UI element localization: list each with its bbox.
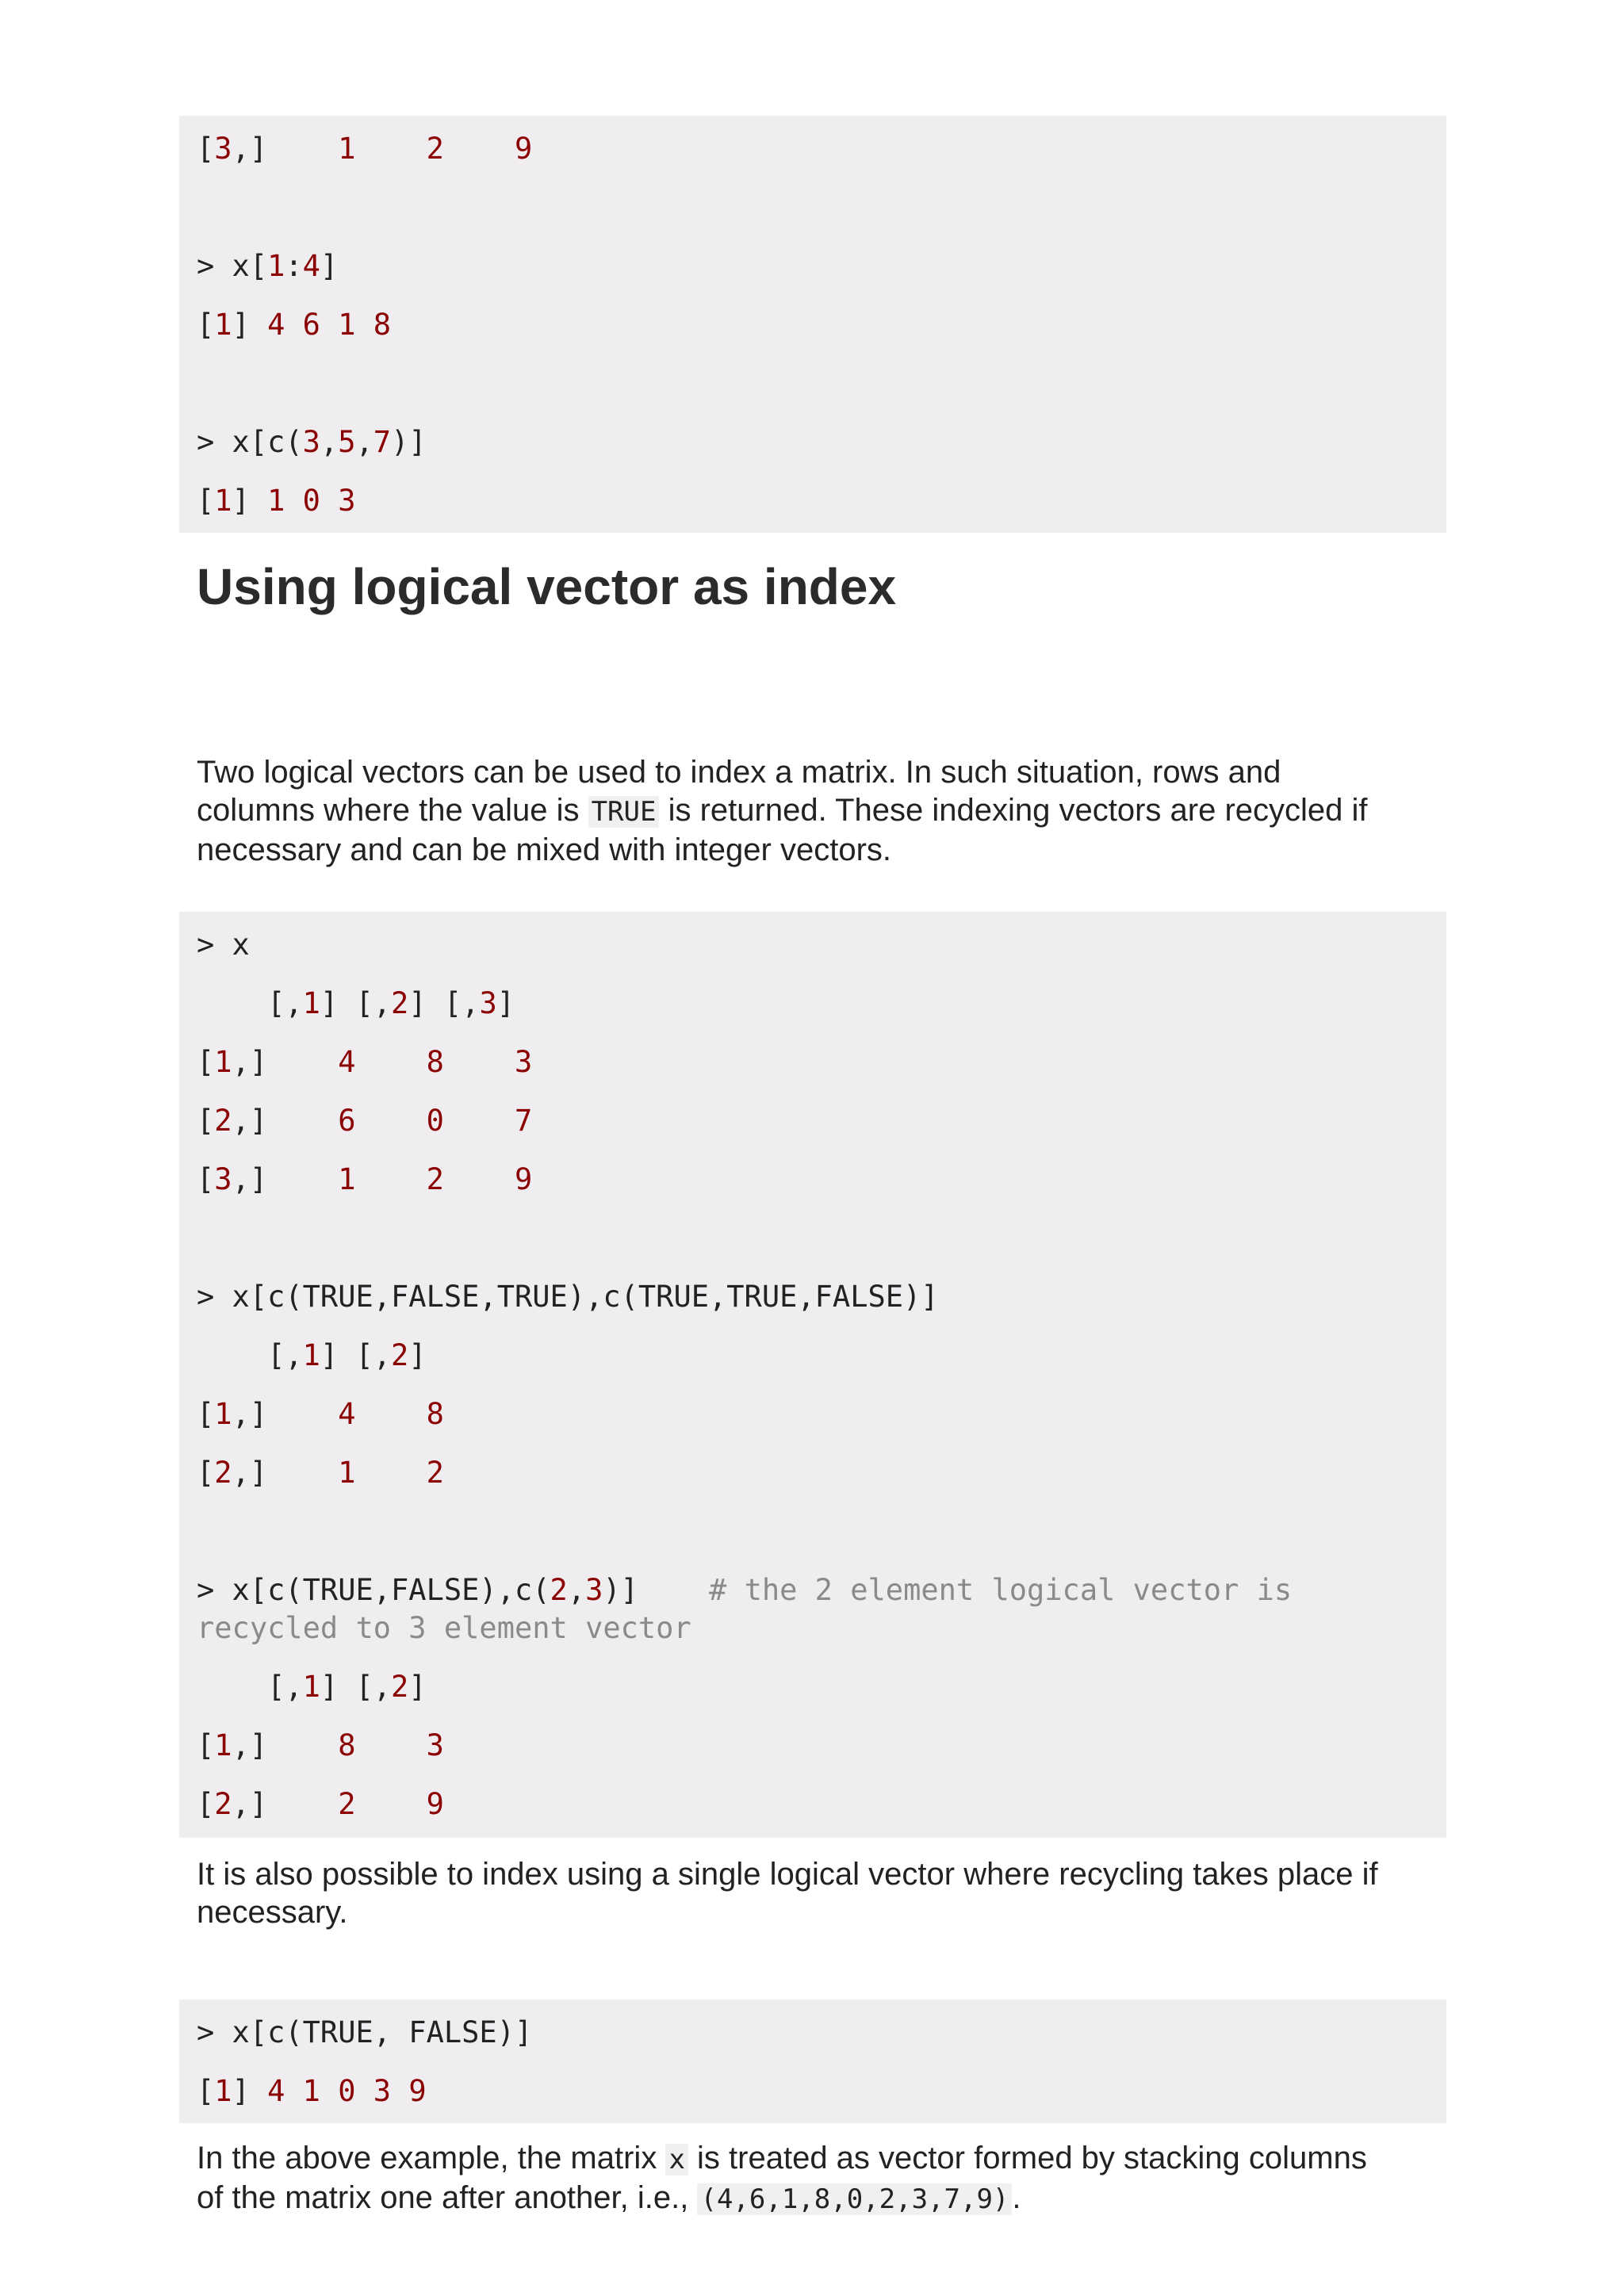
- code-line: > x[c(3,5,7)]: [197, 425, 427, 459]
- code-block-logical-index: [179, 912, 1446, 1838]
- code-comment: recycled to 3 element vector: [197, 1611, 691, 1645]
- code-block-single-logical: [179, 1999, 1446, 2123]
- paragraph-logical-index: [197, 753, 1450, 869]
- code-comment: # the 2 element logical vector is: [709, 1573, 1293, 1607]
- section-heading: Using logical vector as index: [197, 558, 897, 615]
- code-line: [3,] 1 2 9: [197, 132, 533, 166]
- code-line: [2,] 2 9: [197, 1787, 444, 1821]
- text-line: Two logical vectors can be used to index a matrix. In such situation, rows and: [197, 755, 1281, 790]
- code-line: > x[c(TRUE,FALSE,TRUE),c(TRUE,TRUE,FALSE)]: [197, 1280, 939, 1314]
- code-line: > x[1:4]: [197, 249, 339, 283]
- text-line: columns where the value is TRUE is returned. These indexing vectors are recycled if: [197, 793, 1368, 828]
- code-block-indexing-vector: [179, 116, 1446, 533]
- code-line: [,1] [,2] [,3]: [197, 986, 515, 1020]
- inline-code: TRUE: [588, 796, 660, 828]
- code-line: > x[c(TRUE, FALSE)]: [197, 2015, 533, 2049]
- text-line: necessary and can be mixed with integer vectors.: [197, 832, 891, 867]
- code-line: > x: [197, 928, 250, 962]
- code-line: [,1] [,2]: [197, 1338, 427, 1372]
- paragraph-single-logical: [197, 1855, 1450, 1931]
- code-line: [,1] [,2]: [197, 1670, 427, 1704]
- text-line: of the matrix one after another, i.e., (4,6,1,8,0,2,3,7,9) .: [197, 2180, 1021, 2215]
- code-line: [1] 4 6 1 8: [197, 308, 392, 342]
- text-line: In the above example, the matrix x is treated as vector formed by stacking columns: [197, 2141, 1367, 2175]
- code-line: [1] 1 0 3: [197, 484, 356, 518]
- text-line: necessary.: [197, 1895, 348, 1930]
- inline-code: (4,6,1,8,0,2,3,7,9): [697, 2183, 1012, 2215]
- code-line: > x[c(TRUE,FALSE),c(2,3)] # the 2 element logical vector is: [197, 1573, 1293, 1607]
- code-line: [1] 4 1 0 3 9: [197, 2074, 427, 2108]
- paragraph-stacking-explanation: [197, 2139, 1450, 2218]
- inline-code: x: [665, 2144, 688, 2175]
- code-line: [2,] 6 0 7: [197, 1104, 533, 1138]
- code-line: [1,] 4 8: [197, 1397, 444, 1431]
- code-line: [3,] 1 2 9: [197, 1162, 533, 1196]
- code-line: [1,] 8 3: [197, 1728, 444, 1762]
- text-line: It is also possible to index using a single logical vector where recycling takes place if: [197, 1857, 1378, 1892]
- code-line: [2,] 1 2: [197, 1456, 444, 1490]
- code-line: [1,] 4 8 3: [197, 1045, 533, 1079]
